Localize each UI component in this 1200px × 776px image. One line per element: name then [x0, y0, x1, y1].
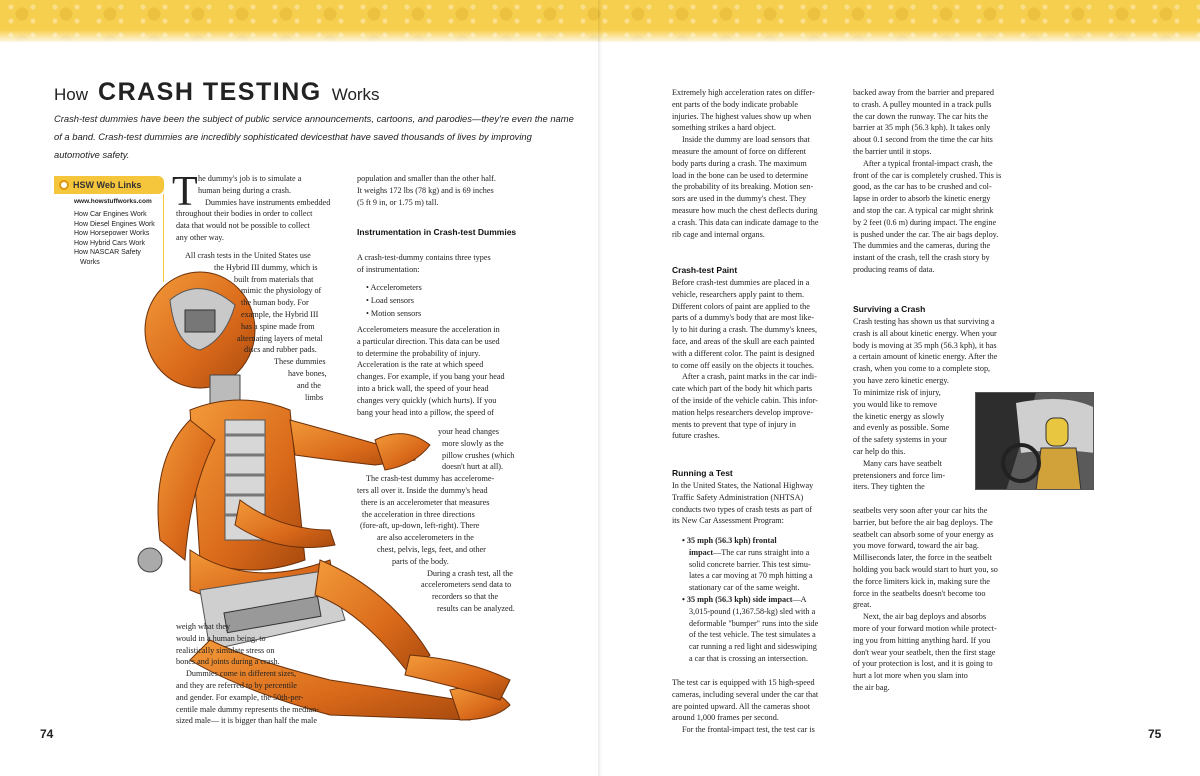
text-line: your head changes [438, 427, 499, 436]
text-line: has a spine made from [241, 321, 315, 331]
col4-rest [853, 505, 1033, 694]
text-line: a crash. This data can indicate damage to the [672, 217, 819, 227]
instrument-list [366, 281, 516, 320]
text-line: crash, when you come to a complete stop, [853, 364, 991, 374]
text-line: —The car runs straight into a [713, 547, 810, 557]
list-item-text [682, 594, 852, 606]
text-line: ments to prevent that type of injury in [672, 419, 796, 429]
list-item-text [689, 547, 852, 559]
text-line: load in the bone can be used to determine [672, 170, 808, 180]
weblinks-header [54, 176, 164, 194]
text-line: more of your forward motion while protect- [853, 623, 997, 633]
heading-crash-test-paint: Crash-test Paint [672, 265, 738, 275]
text-line: vehicle, researchers apply paint to them. [672, 289, 805, 299]
text-line: something strikes a hard object. [672, 123, 776, 133]
list-item-heading: • 35 mph (56.3 kph) frontal [682, 536, 777, 545]
text-line: Before crash-test dummies are placed in a [672, 278, 810, 287]
list-item: • Motion sensors [366, 309, 422, 318]
text-line: human being during a crash. [198, 185, 291, 195]
col2-instrumentation [357, 252, 537, 276]
col4-surviving [853, 316, 1033, 387]
text-line: alternating layers of metal [237, 333, 323, 343]
car-interior-photo [975, 392, 1094, 490]
col3-end [672, 677, 847, 736]
col3-running [672, 480, 847, 527]
text-line: lapse in order to absorb the kinetic energy [853, 194, 991, 204]
text-line: and they are referred to by percentile [176, 680, 297, 690]
text-line: the acceleration in three directions [362, 509, 475, 519]
weblinks-site[interactable]: www.howstuffworks.com [74, 198, 152, 205]
text-line: weigh what they [176, 622, 231, 631]
list-item-bold: • 35 mph (56.3 kph) side impact [682, 594, 793, 604]
text-line: ing you from hitting anything hard. If you [853, 635, 991, 645]
text-line: The crash-test dummy has accelerome- [366, 474, 495, 484]
text-line: of your protection is lost, and it is going to [853, 659, 993, 669]
web-icon [59, 180, 69, 190]
text-line: a car that is crossing an intersection. [689, 653, 808, 663]
text-line: Acceleration is the rate at which speed [357, 360, 484, 370]
heading-instrumentation: Instrumentation in Crash-test Dummies [357, 227, 517, 237]
text-line: barrier, but before the air bag deploys. The [853, 517, 993, 527]
text-line: there is an accelerometer that measures [361, 497, 490, 507]
text-line: ly to hit during a crash. The dummy's knees, [672, 325, 818, 335]
text-line: discs and rubber pads. [244, 345, 317, 355]
text-line: measure how much the chest deflects during [672, 205, 818, 215]
text-line: by 2 feet (0.6 m) during impact. The engine [853, 217, 997, 227]
text-line: great. [853, 600, 872, 610]
text-line: and evenly as possible. Some [853, 423, 950, 433]
text-line: doesn't hurt at all). [442, 462, 504, 472]
text-line: stationary car of the same weight. [689, 583, 800, 593]
text-line: measure the amount of force on different [672, 146, 806, 156]
text-line: good, as the car has to be crushed and col- [853, 182, 992, 192]
text-line: results can be analyzed. [437, 604, 515, 613]
text-line: recorders so that the [432, 592, 499, 602]
text-line: seatbelt can absorb some of your energy as [853, 529, 994, 539]
text-line: front of the car is completely crushed. This is [853, 170, 1002, 180]
text-line: around 1,000 frames per second. [672, 713, 779, 723]
text-line: centile male dummy represents the median- [176, 704, 320, 714]
text-line: solid concrete barrier. This test simu- [689, 559, 811, 569]
text-line: For the frontal-impact test, the test car is [682, 725, 815, 735]
text-line: a certain amount of kinetic energy. After the [853, 352, 998, 362]
text-line: have bones, [288, 369, 327, 378]
text-line: the kinetic energy as slowly [853, 411, 945, 421]
text-line: sized male— it is bigger than half the male [176, 716, 317, 726]
text-line: chest, pelvis, legs, feet, and other [377, 545, 486, 554]
list-item: • Load sensors [366, 296, 414, 305]
text-line: realistically simulate stress on [176, 645, 275, 655]
col2-accelerometers [357, 324, 537, 418]
text-line: mation helps researchers develop improve- [672, 407, 813, 417]
text-line: face, and areas of the skull are each painted [672, 336, 815, 346]
text-line: about 0.1 second from the time the car hits [853, 135, 993, 145]
text-line: All crash tests in the United States use [185, 251, 311, 260]
text-line: In the United States, the National Highway [672, 481, 814, 490]
text-line: changes very quickly (which hurts). If you [357, 395, 497, 405]
text-line: body parts during a crash. The maximum [672, 158, 807, 168]
text-line: Crash testing has shown us that surviving a [853, 317, 995, 326]
text-line: you move forward, toward the air bag. [853, 541, 979, 551]
text-line: and gender. For example, the 50th-per- [176, 692, 304, 702]
weblinks-box [54, 176, 164, 267]
text-line: mimic the physiology of [241, 286, 322, 296]
text-line: These dummies [274, 357, 326, 367]
text-line: pillow crushes (which [442, 450, 515, 460]
list-item-bold: impact [689, 547, 714, 557]
text-line: car running a red light and sideswiping [689, 642, 817, 652]
list-item: • Accelerometers [366, 283, 422, 292]
text-line: to determine the probability of injury. [357, 348, 481, 358]
weblink-item[interactable]: How Hybrid Cars Work [74, 239, 146, 247]
text-line: the human body. For [241, 298, 309, 308]
text-line: the probability of its breaking. Motion sen- [672, 182, 814, 192]
text-line: After a crash, paint marks in the car indi- [682, 372, 817, 382]
text-line: to come off easily on the objects it touches. [672, 360, 814, 370]
weblink-item[interactable]: How NASCAR Safety [74, 249, 141, 256]
text-line: deformable "bumper" runs into the side [689, 618, 819, 628]
weblink-item[interactable]: Works [80, 258, 100, 266]
text-line: he dummy's job is to simulate a [198, 174, 302, 183]
text-line: are also accelerometers in the [377, 533, 474, 543]
text-line: accelerometers send data to [421, 580, 512, 590]
text-line: Extremely high acceleration rates on differ- [672, 88, 815, 97]
text-line: population and smaller than the other half. [357, 174, 496, 183]
intro-paragraph: Crash-test dummies have been the subject of public service announcements, cartoons, and parodies—they're even the name of a band. Crash-test dummies are incredibly sophisticated devicesthat have saved thousands of lives by improving automotive safety. [54, 113, 574, 160]
text-line: barrier at 35 mph (56.3 kph). It takes only [853, 123, 991, 133]
weblink-item[interactable]: How Horsepower Works [74, 230, 150, 237]
text-line: the force limiters kick in, making sure the [853, 576, 990, 586]
text-line: Next, the air bag deploys and absorbs [863, 612, 987, 622]
text-line: It weighs 172 lbs (78 kg) and is 69 inches [357, 185, 494, 195]
page-gutter [598, 0, 602, 776]
col2-top [357, 173, 537, 208]
col4-top [853, 87, 1033, 276]
text-line: future crashes. [672, 431, 720, 441]
text-line: The test car is equipped with 15 high-speed [672, 678, 815, 687]
text-line: a particular direction. This data can be used [357, 336, 500, 346]
text-line: more slowly as the [442, 438, 504, 448]
text-line: hurt a lot more when you slam into [853, 671, 968, 681]
weblinks-title: HSW Web Links [73, 180, 142, 190]
text-line: During a crash test, all the [427, 568, 513, 578]
text-line: cate which part of the body hit which parts [672, 384, 813, 394]
text-line: backed away from the barrier and prepared [853, 88, 994, 97]
text-line: example, the Hybrid III [241, 310, 319, 319]
text-line: force in the seatbelts doesn't become too [853, 588, 986, 598]
text-line: (5 ft 9 in, or 1.75 m) tall. [357, 197, 439, 207]
text-line: Milliseconds later, the force in the seatbelt [853, 553, 993, 563]
text-line: To minimize risk of injury, [853, 388, 941, 397]
text-line: seatbelts very soon after your car hits the [853, 506, 988, 515]
text-line: Dummies come in different sizes, [186, 669, 297, 679]
text-line: into a brick wall, the speed of your head [357, 383, 489, 393]
text-line: —A [792, 594, 807, 604]
page-number-left: 74 [40, 727, 54, 741]
weblink-item[interactable]: How Car Engines Work [74, 211, 147, 218]
text-line: The dummies and the cameras, during the [853, 241, 991, 251]
text-line: built from materials that [234, 274, 314, 284]
text-line: the air bag. [853, 682, 890, 692]
text-line: ters all over it. Inside the dummy's head [357, 486, 488, 495]
text-line: bang your head into a pillow, the speed of [357, 407, 495, 417]
col1-opening [198, 173, 358, 208]
text-line: don't wear your seatbelt, then the first stage [853, 647, 996, 657]
text-line: 3,015-pound (1,367.58-kg) sled with a [689, 606, 816, 616]
title-main: CRASH TESTING [98, 78, 322, 106]
text-line: Dummies have instruments embedded [205, 197, 331, 207]
title-suffix: Works [331, 85, 380, 104]
text-line: parts of a dummy's body that are most like- [672, 313, 814, 323]
text-line: Different colors of paint are applied to the [672, 301, 810, 311]
col3-paint [672, 277, 847, 442]
text-line: injuries. The highest values show up when [672, 111, 812, 121]
col1-paragraph-1 [176, 208, 356, 243]
text-line: rib cage and internal organs. [672, 229, 765, 239]
text-line: (fore-aft, up-down, left-right). There [360, 521, 480, 531]
text-line: After a typical frontal-impact crash, the [863, 158, 993, 168]
text-line: throughout their bodies in order to collect [176, 209, 313, 218]
page-number-right: 75 [1148, 727, 1162, 741]
weblink-item[interactable]: How Diesel Engines Work [74, 220, 155, 228]
text-line: is pushed under the car. The air bags deploy. [853, 229, 999, 239]
text-line: you have zero kinetic energy. [853, 375, 949, 385]
text-line: car help do this. [853, 446, 906, 456]
weblinks-list [54, 210, 164, 267]
text-line: body is moving at 35 mph (56.3 kph), it has [853, 340, 997, 350]
text-line: parts of the body. [392, 556, 449, 566]
text-line: of instrumentation: [357, 264, 420, 274]
heading-surviving-a-crash: Surviving a Crash [853, 304, 926, 314]
col1-bottom-text [176, 621, 356, 727]
text-line: the barrier until it stops. [853, 146, 932, 156]
text-line: and stop the car. A typical car might shrink [853, 205, 994, 215]
text-line: A crash-test-dummy contains three types [357, 253, 491, 262]
text-line: Inside the dummy are load sensors that [682, 135, 810, 145]
text-line: producing reams of data. [853, 264, 935, 274]
col3-top [672, 87, 847, 240]
text-line: conducts two types of crash tests as part of [672, 504, 813, 514]
test-types-list [682, 535, 852, 665]
text-line: crash is all about kinetic energy. When your [853, 328, 997, 338]
col4-narrow [853, 387, 973, 493]
text-line: pretensioners and force lim- [853, 470, 946, 480]
text-line: the Hybrid III dummy, which is [214, 262, 318, 272]
text-line: with a different color. The paint is designed [672, 348, 815, 358]
page-title [54, 78, 380, 107]
text-line: Accelerometers measure the acceleration in [357, 325, 500, 334]
text-line: holding you back would start to hurt you, so [853, 564, 998, 574]
heading-running-a-test: Running a Test [672, 468, 733, 478]
text-line: limbs [305, 392, 324, 402]
text-line: iters. They tighten the [853, 482, 925, 492]
text-line: of the safety systems in your [853, 435, 947, 445]
text-line: to crash. A pulley mounted in a track pulls [853, 99, 992, 109]
text-line: sors are used in the dummy's chest. They [672, 194, 807, 204]
text-line: the car down the runway. The car hits the [853, 111, 989, 121]
text-line: its New Car Assessment Program: [672, 516, 784, 526]
text-line: ent parts of the body indicate probable [672, 99, 798, 109]
text-line: you would like to remove [853, 399, 938, 409]
text-line: are pointed upward. All the cameras shoot [672, 701, 811, 711]
text-line: cameras, including several under the car that [672, 689, 819, 699]
text-line: of the test vehicle. The test simulates a [689, 630, 816, 640]
text-line: and the [297, 380, 321, 390]
text-line: instant of the crash, tell the crash story by [853, 253, 990, 263]
text-line: data that would not be possible to collect [176, 220, 310, 230]
text-line: lates a car moving at 70 mph hitting a [689, 571, 813, 581]
dummy-in-car-photo [976, 393, 1094, 490]
text-line: any other way. [176, 232, 224, 242]
drop-cap: T [172, 169, 198, 215]
title-prefix: How [54, 85, 89, 104]
text-line: Traffic Safety Administration (NHTSA) [672, 492, 804, 502]
text-line: would in a human being, to [176, 633, 266, 643]
text-line: changes. For example, if you bang your head [357, 372, 505, 382]
text-line: bones and joints during a crash. [176, 657, 280, 667]
text-line: Many cars have seatbelt [863, 458, 942, 468]
text-line: of the inside of the vehicle cabin. This infor- [672, 395, 818, 405]
